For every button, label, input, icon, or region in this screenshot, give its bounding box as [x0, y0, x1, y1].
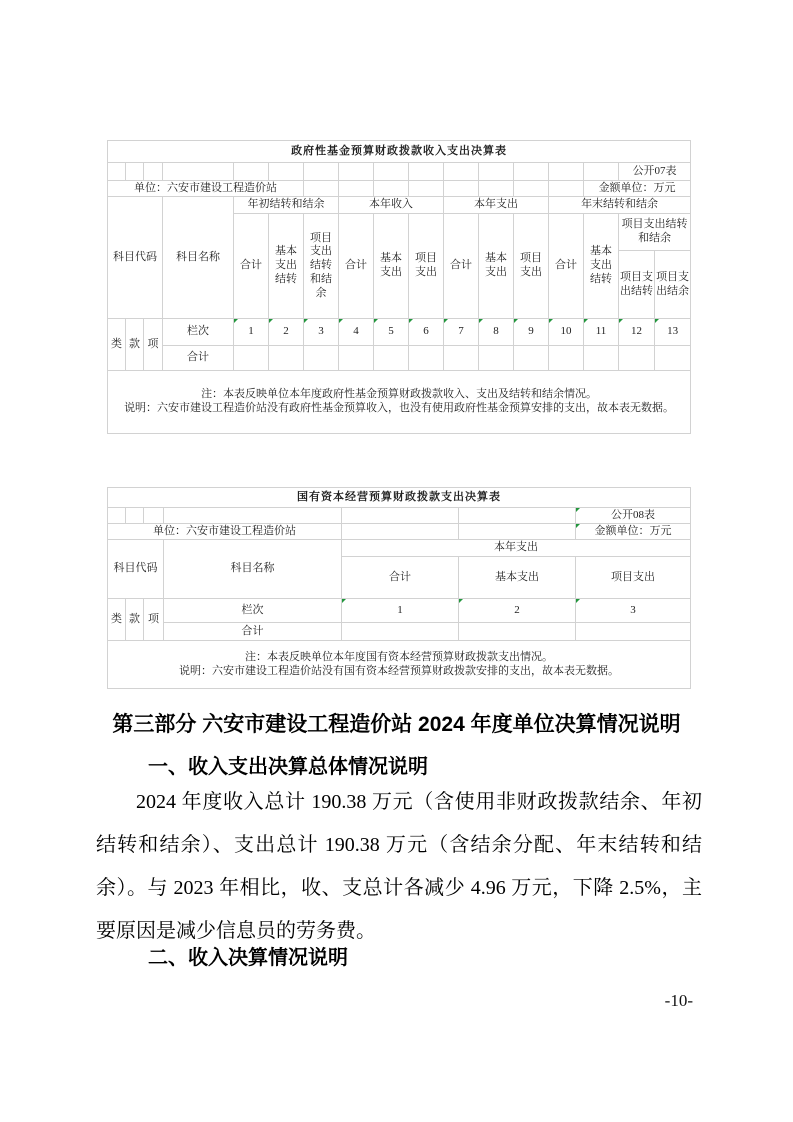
- table2-col-index-label: 栏次: [164, 599, 342, 623]
- table1-total-row-label: 合计: [163, 346, 234, 371]
- table1-unit-label: 单位：六安市建设工程造价站: [108, 181, 304, 197]
- table2-total-row-label: 合计: [164, 623, 342, 641]
- table1-col-number: 12: [619, 319, 655, 346]
- table1-col-number: 3: [304, 319, 339, 346]
- table1-value-cell: [304, 346, 339, 371]
- table1-group-year-income: 本年收入: [339, 197, 444, 214]
- table1-subheader: 项目支出结余: [655, 251, 691, 319]
- table1-group-begin-balance: 年初结转和结余: [234, 197, 339, 214]
- table2-col-number: 1: [342, 599, 459, 623]
- table1-sheet-label: 公开07表: [619, 163, 691, 181]
- table1-subheader: 基本支出: [479, 214, 514, 319]
- table1-col-number: 9: [514, 319, 549, 346]
- table1-col-number: 6: [409, 319, 444, 346]
- table2-title: 国有资本经营预算财政拨款支出决算表: [108, 488, 691, 508]
- table2-col-number: 2: [459, 599, 576, 623]
- table2-unit-label: 单位：六安市建设工程造价站: [108, 524, 342, 540]
- table2-code-class: 类: [108, 599, 126, 641]
- table2-sheet-label: 公开08表: [576, 508, 691, 524]
- table2-note-line: 注：本表反映单位本年度国有资本经营预算财政拨款支出情况。: [245, 650, 554, 663]
- table1-subheader: 项目支出: [514, 214, 549, 319]
- table1-value-cell: [655, 346, 691, 371]
- table1-subheader: 合计: [444, 214, 479, 319]
- table1-value-cell: [374, 346, 409, 371]
- table1-subheader: 基本支出结转: [584, 214, 619, 319]
- table1-subheader: 项目支出结转: [619, 251, 655, 319]
- state-capital-budget-table: [107, 487, 691, 689]
- table1-group-end-balance: 年末结转和结余: [549, 197, 691, 214]
- table1-subheader: 合计: [339, 214, 374, 319]
- table2-value-cell: [576, 623, 691, 641]
- table1-code-section: 款: [126, 319, 144, 371]
- table1-code-item: 项: [144, 319, 163, 371]
- table2-code-section: 款: [126, 599, 144, 641]
- table1-col-number: 1: [234, 319, 269, 346]
- table1-value-cell: [619, 346, 655, 371]
- part3-heading: 第三部分 六安市建设工程造价站 2024 年度单位决算情况说明: [112, 713, 681, 736]
- table2-code-item: 项: [144, 599, 164, 641]
- table1-col-index-label: 栏次: [163, 319, 234, 346]
- gov-fund-budget-table: [107, 140, 691, 434]
- table2-amount-unit-label: 金额单位：万元: [576, 524, 691, 540]
- table1-subheader: 项目支出结转和结余: [304, 214, 339, 319]
- table1-subheader: 合计: [549, 214, 584, 319]
- table1-title: 政府性基金预算财政拨款收入支出决算表: [108, 141, 691, 163]
- table1-subheader: 项目支出: [409, 214, 444, 319]
- table2-notes: [108, 641, 691, 689]
- subheading-1: 一、收入支出决算总体情况说明: [148, 756, 428, 778]
- table1-col-number: 4: [339, 319, 374, 346]
- table1-value-cell: [514, 346, 549, 371]
- table1-value-cell: [584, 346, 619, 371]
- table1-subheader: 基本支出: [374, 214, 409, 319]
- table1-header-subject-name: 科目名称: [163, 197, 234, 319]
- table1-code-class: 类: [108, 319, 126, 371]
- table1-value-cell: [269, 346, 304, 371]
- table2-header-subject-name: 科目名称: [164, 540, 342, 599]
- table1-value-cell: [549, 346, 584, 371]
- table1-col-number: 2: [269, 319, 304, 346]
- table1-header-subject-code: 科目代码: [108, 197, 163, 319]
- table1-value-cell: [444, 346, 479, 371]
- table2-subheader: 项目支出: [576, 557, 691, 599]
- table2-value-cell: [342, 623, 459, 641]
- subheading-2: 二、收入决算情况说明: [148, 947, 348, 969]
- table1-col-number: 7: [444, 319, 479, 346]
- table1-notes: [108, 371, 691, 434]
- table1-group-year-expense: 本年支出: [444, 197, 549, 214]
- table1-note-line: 注：本表反映单位本年度政府性基金预算财政拨款收入、支出及结转和结余情况。: [201, 388, 598, 401]
- table1-value-cell: [479, 346, 514, 371]
- table2-group-year-expense: 本年支出: [342, 540, 691, 557]
- table1-subheader: 合计: [234, 214, 269, 319]
- table2-col-number: 3: [576, 599, 691, 623]
- table2-header-subject-code: 科目代码: [108, 540, 164, 599]
- table1-note-line: 说明：六安市建设工程造价站没有政府性基金预算收入，也没有使用政府性基金预算安排的支出，故本表无数据。: [124, 402, 675, 414]
- table1-col-number: 10: [549, 319, 584, 346]
- table2-subheader: 合计: [342, 557, 459, 599]
- table1-col-number: 13: [655, 319, 691, 346]
- table1-col-number: 8: [479, 319, 514, 346]
- table1-value-cell: [339, 346, 374, 371]
- table2-note-line: 说明：六安市建设工程造价站没有国有资本经营预算财政拨款安排的支出，故本表无数据。: [179, 664, 620, 677]
- table1-value-cell: [409, 346, 444, 371]
- table2-value-cell: [459, 623, 576, 641]
- table1-amount-unit-label: 金额单位：万元: [584, 181, 691, 197]
- page-number: -10-: [664, 991, 693, 1010]
- table2-subheader: 基本支出: [459, 557, 576, 599]
- table1-subgroup-project-carryover: 项目支出结转和结余: [619, 214, 691, 251]
- table1-value-cell: [234, 346, 269, 371]
- overall-status-paragraph: 2024 年度收入总计 190.38 万元（含使用非财政拨款结余、年初结转和结余）、支出总计 190.38 万元（含结余分配、年末结转和结余）。与 2023 年相比，收、支总计各减少 4.96 万元，下降 2.5%，主要原因是减少信息员的劳务费。: [96, 791, 702, 942]
- table1-col-number: 11: [584, 319, 619, 346]
- table1-subheader: 基本支出结转: [269, 214, 304, 319]
- table1-col-number: 5: [374, 319, 409, 346]
